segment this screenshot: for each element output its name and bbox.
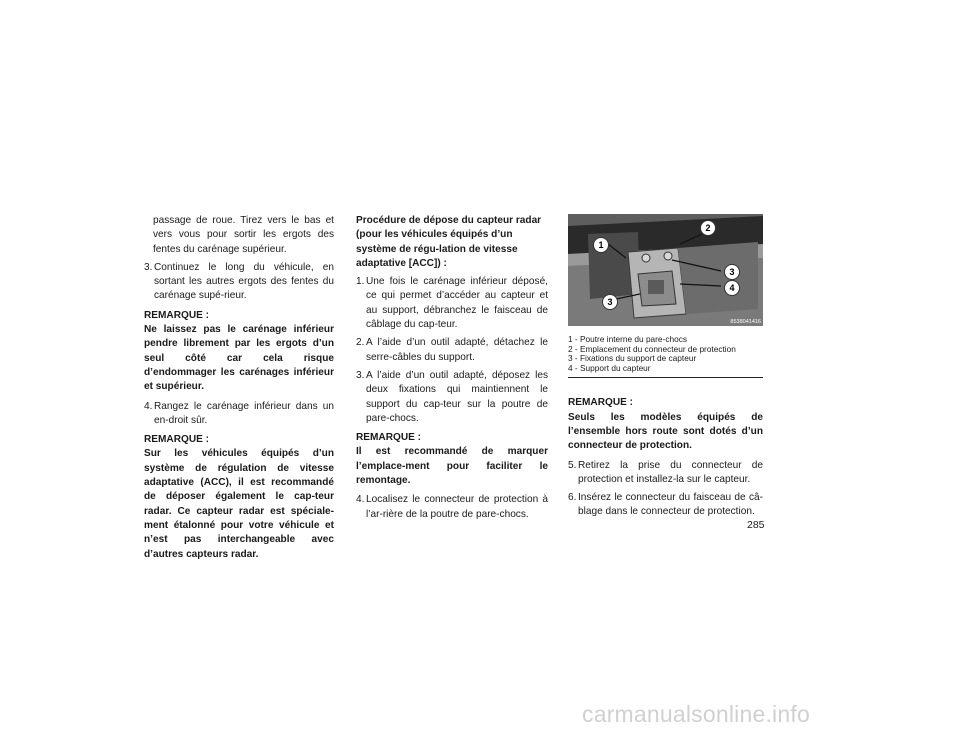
caption-line: 1 - Poutre interne du pare-chocs (568, 334, 687, 344)
step-text: Rangez le carénage inférieur dans un en-droit sûr. (154, 400, 334, 426)
step-text: A l’aide d’un outil adapté, détachez le serre-câbles du support. (366, 337, 548, 363)
step-1 (356, 275, 548, 332)
step-2 (356, 336, 548, 365)
step-text: Insérez le connecteur du faisceau de câ-blage dans le connecteur de protection. (578, 492, 763, 518)
step-text: Continuez le long du véhicule, en sortant les autres ergots des fentes du carénage supé-rieur. (154, 261, 334, 302)
remark-title: REMARQUE : (144, 434, 210, 446)
step-number: 4. (144, 400, 153, 412)
sensor-bracket-figure (568, 214, 763, 326)
figure-code: 8538041416 (730, 319, 761, 325)
remark-body: Ne laissez pas le carénage inférieur pendre librement par les ergots d’un seul côté car cela risque d’endommager les carénages inférieur et supérieur. (144, 324, 334, 393)
step-text: Une fois le carénage inférieur déposé, ce qui permet d’accéder au capteur et au support, débranchez le faisceau de câblage du cap-teur. (366, 276, 548, 331)
callout-1: 1 (593, 237, 609, 253)
step-text: Retirez la prise du connecteur de protection et installez-la sur le capteur. (578, 459, 763, 485)
caption-line: 4 - Support du capteur (568, 362, 651, 373)
caption-line: 3 - Fixations du support de capteur (568, 353, 697, 364)
step-number: 5. (568, 459, 577, 471)
callout-2: 2 (700, 220, 716, 236)
callout-4: 4 (724, 280, 740, 296)
step-text: A l’aide d’un outil adapté, déposez les deux fixations qui maintiennent le support du cap-teur sur la poutre de pare-chocs. (366, 369, 548, 424)
step-5 (568, 459, 763, 488)
continued-paragraph: passage de roue. Tirez vers le bas et vers vous pour sortir les ergots des fentes du carénage supérieur. (153, 215, 334, 255)
step-4 (144, 400, 334, 429)
remark-body: Il est recommandé de marquer l’emplace-ment pour faciliter le remontage. (356, 446, 548, 487)
step-4 (356, 493, 548, 522)
step-6 (568, 491, 763, 520)
step-number: 2. (356, 337, 365, 349)
callout-3: 3 (724, 264, 740, 280)
step-number: 6. (568, 492, 577, 504)
step-number: 3. (144, 261, 153, 273)
watermark: carmanualsonline.info (582, 701, 810, 727)
remark-body: Sur les véhicules équipés d’un système de régulation de vitesse adaptative (ACC), il est recommandé de déposer également le cap-teur radar. Ce capteur radar est spéciale-ment étalonné pour votre véhicule et n’est pas interchangeable avec d’autres capteurs radar. (144, 448, 334, 560)
step-text: Localisez le connecteur de protection à l’ar-rière de la poutre de pare-chocs. (366, 494, 548, 520)
step-number: 1. (356, 276, 365, 288)
page-number: 285 (747, 519, 765, 531)
remark-title: REMARQUE : (144, 309, 210, 321)
section-heading: Procédure de dépose du capteur radar (pour les véhicules équipés d’un système de régu-lation de vitesse adaptative [ACC]) : (356, 215, 542, 269)
callout-3b: 3 (602, 294, 618, 310)
step-number: 4. (356, 494, 365, 506)
step-3 (356, 369, 548, 426)
caption-line: 2 - Emplacement du connecteur de protection (568, 343, 736, 354)
column-right (568, 214, 763, 524)
figure-caption (568, 335, 763, 378)
step-3 (144, 261, 334, 304)
remark-title: REMARQUE : (356, 432, 422, 444)
remark-body: Seuls les modèles équipés de l’ensemble hors route sont dotés d’un connecteur de protection. (568, 411, 763, 452)
remark-title: REMARQUE : (568, 397, 634, 409)
column-middle (356, 214, 548, 526)
step-number: 3. (356, 369, 365, 381)
column-left (144, 214, 334, 567)
